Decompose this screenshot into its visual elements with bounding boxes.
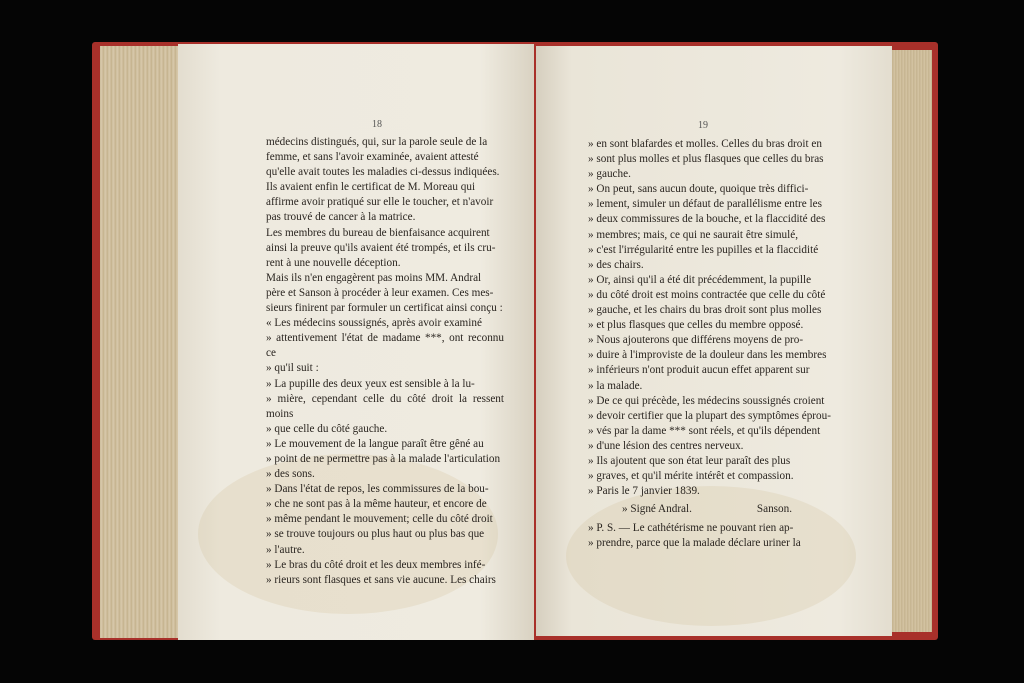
text-line: « Les médecins soussignés, après avoir examiné [266, 317, 482, 330]
signature-line [588, 502, 838, 517]
text-line: » Ils ajoutent que son état leur paraît des plus [588, 454, 791, 467]
text-line: » même pendant le mouvement; celle du côté droit [266, 513, 493, 526]
text-line: » Nous ajouterons que différens moyens de pro- [588, 334, 804, 347]
text-line: » lement, simuler un défaut de parallélisme entre les [588, 198, 822, 211]
text-line: » On peut, sans aucun doute, quoique très diffici- [588, 183, 809, 196]
text-line: » graves, et qu'il mérite intérêt et compassion. [588, 470, 794, 483]
left-page-text [266, 135, 504, 588]
text-line: » et plus flasques que celles du membre opposé. [588, 319, 804, 332]
left-page [178, 44, 534, 640]
text-line: père et Sanson à procéder à leur examen. Ces mes- [266, 286, 494, 299]
text-line: » l'autre. [266, 543, 305, 556]
text-line: » d'une lésion des centres nerveux. [588, 439, 744, 452]
text-line: médecins distingués, qui, sur la parole seule de la [266, 136, 488, 148]
text-line: » P. S. — Le cathétérisme ne pouvant rien ap- [588, 522, 794, 535]
text-line: » duire à l'improviste de la douleur dans les membres [588, 349, 827, 362]
text-line: » Le bras du côté droit et les deux membres infé- [266, 558, 486, 571]
text-line: ainsi la preuve qu'ils avaient été trompés, et ils cru- [266, 241, 496, 254]
text-line: affirme avoir pratiqué sur elle le toucher, et n'avoir [266, 196, 494, 209]
text-line: » des chairs. [588, 258, 644, 271]
text-line: » membres; mais, ce qui ne saurait être simulé, [588, 228, 799, 241]
text-line: » Or, ainsi qu'il a été dit précédemment, la pupille [588, 273, 812, 286]
page-edges-right [892, 50, 932, 632]
text-line: qu'elle avait toutes les maladies ci-dessus indiquées. [266, 166, 500, 179]
text-line: » De ce qui précède, les médecins soussignés croient [588, 394, 825, 407]
text-line: » qu'il suit : [266, 362, 319, 375]
text-line: » devoir certifier que la plupart des symptômes éprou- [588, 409, 831, 422]
text-line: Ils avaient enfin le certificat de M. Moreau qui [266, 181, 476, 194]
page-number: 18 [372, 119, 382, 130]
text-line: » La pupille des deux yeux est sensible à la lu- [266, 377, 475, 390]
text-line: » en sont blafardes et molles. Celles du bras droit en [588, 138, 822, 150]
right-page-text [588, 137, 838, 552]
text-line: » se trouve toujours ou plus haut ou plus bas que [266, 528, 485, 541]
text-line: femme, et sans l'avoir examinée, avaient attesté [266, 151, 479, 164]
text-line: » rieurs sont flasques et sans vie aucune. Les chairs [266, 573, 496, 586]
text-line: » c'est l'irrégularité entre les pupilles et la flaccidité [588, 243, 819, 256]
text-line: » gauche. [588, 168, 631, 181]
text-line: pas trouvé de cancer à la matrice. [266, 211, 416, 224]
text-line: » du côté droit est moins contractée que celle du côté [588, 288, 826, 301]
text-line: » attentivement l'état de madame ***, ont reconnu ce [266, 332, 504, 360]
text-line: Les membres du bureau de bienfaisance acquirent [266, 226, 490, 239]
text-line: Mais ils n'en engagèrent pas moins MM. Andral [266, 271, 482, 284]
text-line: » sont plus molles et plus flasques que celles du bras [588, 153, 824, 166]
text-line: » prendre, parce que la malade déclare uriner la [588, 537, 801, 550]
text-line: » point de ne permettre pas à la malade l'articulation [266, 452, 501, 465]
page-number: 19 [698, 120, 708, 131]
text-line: » deux commissures de la bouche, et la flaccidité des [588, 213, 826, 226]
text-line: rent à une nouvelle déception. [266, 256, 401, 269]
right-page [536, 46, 892, 636]
text-line: » la malade. [588, 379, 643, 392]
text-line: » que celle du côté gauche. [266, 422, 388, 435]
text-line: » gauche, et les chairs du bras droit sont plus molles [588, 304, 822, 317]
signature-andral: » Signé Andral. [622, 503, 692, 516]
text-line: » che ne sont pas à la même hauteur, et encore de [266, 498, 487, 511]
text-line: » mière, cependant celle du côté droit la ressent moins [266, 392, 504, 420]
text-line: sieurs finirent par formuler un certificat ainsi conçu : [266, 302, 503, 315]
signature-sanson: Sanson. [756, 503, 792, 516]
page-edges-left [100, 46, 184, 638]
text-line: » Le mouvement de la langue paraît être gêné au [266, 437, 484, 450]
text-line: » vés par la dame *** sont réels, et qu'ils dépendent [588, 424, 821, 437]
text-line: » Dans l'état de repos, les commissures de la bou- [266, 483, 489, 496]
text-line: » des sons. [266, 468, 315, 481]
text-line: » inférieurs n'ont produit aucun effet apparent sur [588, 364, 810, 377]
text-line: » Paris le 7 janvier 1839. [588, 485, 700, 498]
